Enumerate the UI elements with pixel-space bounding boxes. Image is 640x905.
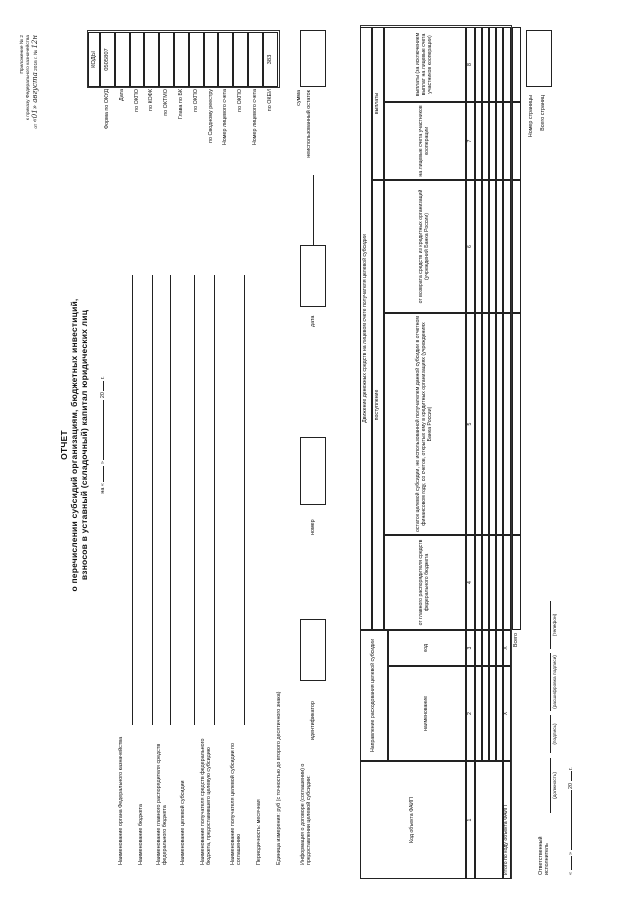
colnum-2: 2: [466, 666, 475, 761]
table-cell[interactable]: [496, 535, 503, 630]
table-cell[interactable]: [496, 630, 503, 666]
field-label: Наименование получателя средств федерального бюджета, предоставившего целевую субсидию: [200, 738, 213, 865]
agreement-date-label: дата: [310, 315, 316, 327]
footer-page-number: Номер страницы: [528, 95, 534, 138]
table-cell[interactable]: [496, 666, 503, 761]
col2-header: наименование: [388, 666, 466, 761]
total-by-code-c6[interactable]: [503, 180, 511, 313]
appendix-line3: от «01» августа 2016 г. № 12н: [31, 35, 40, 129]
field-underline[interactable]: [244, 275, 245, 725]
payout-group-header: выплаты: [372, 27, 384, 180]
footer-signature: (подпись): [553, 723, 558, 745]
table-cell[interactable]: [475, 27, 482, 102]
total-by-code-x2: X: [503, 666, 511, 761]
table-cell[interactable]: [496, 313, 503, 535]
colnum-8: 8: [466, 27, 475, 102]
field-label: Наименование целевой субсидии: [180, 780, 186, 865]
field-underline[interactable]: [170, 275, 171, 725]
grand-total-label: Всего: [513, 633, 519, 648]
footer-decoding: (расшифровка подписи): [553, 655, 558, 709]
table-cell[interactable]: [475, 102, 482, 180]
agreement-number-label: номер: [310, 519, 316, 535]
footer-position: (должность): [553, 772, 558, 799]
income-group-header: поступление: [372, 180, 384, 630]
table-cell[interactable]: [482, 535, 489, 630]
field-underline[interactable]: [214, 275, 215, 725]
codes-row-label: Глава по БК: [178, 89, 184, 120]
colnum-6: 6: [466, 180, 475, 313]
table-cell[interactable]: [489, 102, 496, 180]
field-label: Наименование главного распорядителя средств федерального бюджета: [156, 743, 169, 865]
codes-header: КОДЫ: [88, 32, 100, 87]
table-cell[interactable]: [475, 535, 482, 630]
table-cell[interactable]: [482, 313, 489, 535]
table-cell[interactable]: [496, 180, 503, 313]
col6-header: от возврата средств из кредитных организаций (учреждений Банка России): [384, 180, 466, 313]
footer-responsible: Ответственный исполнитель: [538, 836, 551, 875]
direction-group-header: Направление расходования целевой субсидии: [360, 630, 388, 761]
table-cell[interactable]: [489, 27, 496, 102]
table-cell[interactable]: [489, 666, 496, 761]
agreement-sum-box[interactable]: [300, 30, 326, 87]
table-cell[interactable]: [482, 102, 489, 180]
agreement-unused-label: неиспользованный остаток: [306, 90, 312, 158]
col3-header: код: [388, 630, 466, 666]
table-cell[interactable]: [496, 102, 503, 180]
codes-frame: [87, 30, 280, 88]
total-by-code-c8[interactable]: [503, 27, 511, 102]
table-cell[interactable]: [482, 630, 489, 666]
col4-header: от главного распорядителя средств федерального бюджета: [384, 535, 466, 630]
col5-header: остаток целевой субсидии, не использованной получателем данной субсидии в отчетном финансовом году, со счетов, открытых ему в кредитных организациях (учреждениях Банка России): [384, 313, 466, 535]
colnum-5: 5: [466, 313, 475, 535]
table-cell[interactable]: [489, 630, 496, 666]
field-label: Наименование получателя целевой субсидии по соглашению: [230, 742, 243, 865]
codes-row-label: Дата: [118, 89, 125, 101]
title-line3: взносов в уставный (складочный) капитал юридических лиц: [78, 309, 89, 581]
appendix-number-handwritten: 12н: [31, 35, 40, 49]
table-cell[interactable]: [475, 630, 482, 666]
field-underline[interactable]: [194, 275, 195, 725]
field-label: Наименование бюджета: [138, 804, 144, 865]
codes-row-label: по ОКПО: [237, 89, 244, 112]
grand-total-c5[interactable]: [512, 313, 521, 535]
total-by-code-c4[interactable]: [503, 535, 511, 630]
page-number-box[interactable]: [526, 30, 552, 87]
field-label: Наименование органа Федерального казначейства: [118, 736, 124, 865]
grand-total-c7[interactable]: [512, 102, 521, 180]
field-underline[interactable]: [152, 275, 153, 725]
codes-row-label: по КОФК: [148, 89, 155, 111]
total-by-code-x3: X: [503, 630, 511, 666]
grand-total-c6[interactable]: [512, 180, 521, 313]
footer-phone: (телефон): [553, 613, 558, 637]
grand-total-c4[interactable]: [512, 535, 521, 630]
table-cell[interactable]: [482, 27, 489, 102]
agreement-identifier-box[interactable]: [300, 619, 326, 681]
agreement-date-box[interactable]: [300, 245, 326, 307]
report-date-line: на « » 20 г.: [100, 376, 106, 494]
colnum-1: 1: [466, 761, 475, 879]
agreement-label: Информация о договоре (соглашении) о предоставлении целевой субсидии:: [300, 763, 313, 865]
codes-row-label: по ОКТМО: [163, 89, 170, 116]
agreement-identifier-label: идентификатор: [310, 701, 316, 740]
table-cell[interactable]: [475, 313, 482, 535]
table-cell[interactable]: [496, 27, 503, 102]
footer-pages-total: Всего страниц: [540, 95, 546, 131]
table-cell[interactable]: [489, 180, 496, 313]
field-label: Единица измерения: руб (с точностью до второго десятичного знака): [276, 691, 282, 865]
codes-row-label: Номер лицевого счета: [222, 89, 229, 146]
codes-row-label: по ОКЕИ: [266, 89, 273, 112]
codes-row-label: по ОКПО: [192, 89, 199, 112]
total-by-code-c5[interactable]: [503, 313, 511, 535]
col8-header: выплаты (за исключением выплат на лицевые счета участников кооперации): [384, 27, 466, 102]
grand-total-c8[interactable]: [512, 27, 521, 102]
report-title: [60, 235, 89, 655]
codes-row-label: Номер лицевого счета: [252, 89, 258, 146]
codes-row-value[interactable]: 0505807: [100, 32, 115, 87]
title-line2: о перечислении субсидий организациям, бюджетных инвестиций,: [68, 298, 79, 592]
field-underline[interactable]: [132, 275, 133, 725]
col7-header: на лицевые счета участников кооперации: [384, 102, 466, 180]
data-row-code-cell[interactable]: [475, 761, 503, 879]
agreement-sum-label: сумма: [296, 90, 302, 106]
total-by-code-c7[interactable]: [503, 102, 511, 180]
codes-row-value[interactable]: 383: [263, 32, 278, 87]
table-cell[interactable]: [475, 666, 482, 761]
footer-date-line: « » 20 г.: [568, 767, 574, 875]
appendix-line2: к приказу Федерального казначейства: [25, 35, 31, 121]
colnum-7: 7: [466, 102, 475, 180]
table-cell[interactable]: [489, 313, 496, 535]
total-by-code-label: Итого по коду объекта ФАИП: [503, 761, 511, 879]
codes-row-label: Форма по ОКУД: [104, 89, 110, 129]
table-cell[interactable]: [489, 535, 496, 630]
movement-group-header: Движение денежных средств на лицевом счете получателя целевой субсидии: [360, 27, 372, 630]
table-cell[interactable]: [482, 180, 489, 313]
title-line1: ОТЧЕТ: [59, 430, 69, 460]
codes-row-label: по ОКПО: [133, 89, 140, 112]
colnum-4: 4: [466, 535, 475, 630]
table-cell[interactable]: [482, 666, 489, 761]
appendix-line1: Приложение № 2: [20, 35, 25, 74]
agreement-number-box[interactable]: [300, 437, 326, 505]
codes-row-label: по Сводному реестру: [207, 89, 214, 143]
field-label: Периодичность: месячная: [256, 799, 262, 865]
appendix-date-handwritten: «01» августа: [31, 72, 40, 123]
table-cell[interactable]: [475, 180, 482, 313]
col1-header: Код объекта ФАИП: [360, 761, 466, 879]
appendix-block: [20, 35, 40, 205]
colnum-3: 3: [466, 630, 475, 666]
